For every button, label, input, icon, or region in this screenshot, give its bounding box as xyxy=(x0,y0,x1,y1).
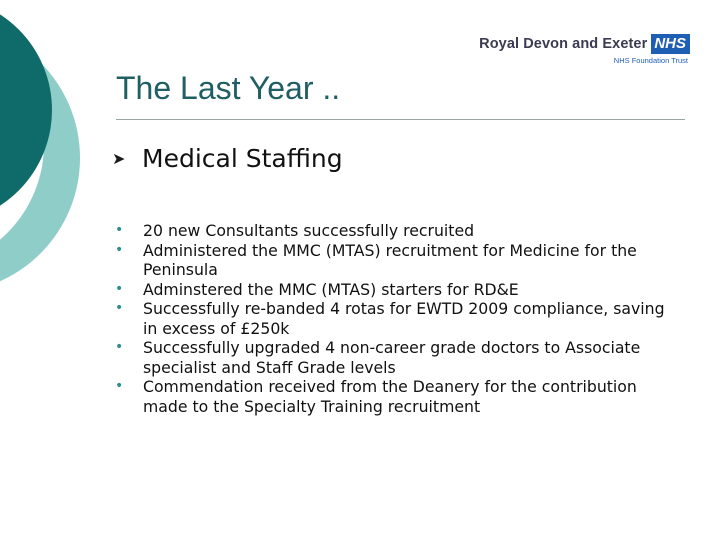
bullet-dot-icon: • xyxy=(115,339,124,355)
bullet-dot-icon: • xyxy=(115,300,124,316)
bullet-dot-icon: • xyxy=(115,241,124,258)
list-item xyxy=(113,377,673,416)
bullet-dot-icon: • xyxy=(115,280,124,297)
list-item xyxy=(113,299,673,338)
list-item xyxy=(113,221,673,241)
list-item xyxy=(113,280,673,300)
bullet-text: Adminstered the MMC (MTAS) starters for RD&E xyxy=(143,279,519,299)
bullet-text: Successfully re-banded 4 rotas for EWTD 2009 compliance, saving in excess of £250k xyxy=(143,299,665,338)
list-item xyxy=(113,338,673,377)
nhs-trust-logo xyxy=(479,34,690,65)
nhs-badge: NHS xyxy=(651,34,690,54)
section-heading xyxy=(112,144,343,173)
bullet-text: Administered the MMC (MTAS) recruitment for Medicine for the Peninsula xyxy=(143,240,637,279)
arrow-bullet-icon: ➤ xyxy=(112,149,126,168)
logo-org-name: Royal Devon and Exeter xyxy=(479,36,648,52)
bullet-text: Commendation received from the Deanery for the contribution made to the Specialty Training recruitment xyxy=(143,377,637,416)
list-item xyxy=(113,241,673,280)
slide-title: The Last Year .. xyxy=(116,70,341,106)
bullet-list xyxy=(113,221,673,416)
decorative-circles xyxy=(0,0,110,290)
bullet-dot-icon: • xyxy=(115,222,124,238)
logo-subtitle: NHS Foundation Trust xyxy=(613,56,688,65)
bullet-text: 20 new Consultants successfully recruited xyxy=(143,221,475,240)
bullet-dot-icon: • xyxy=(115,378,124,394)
bullet-text: Successfully upgraded 4 non-career grade doctors to Associate specialist and Staff Grade levels xyxy=(143,338,641,377)
section-heading-text: Medical Staffing xyxy=(142,144,343,173)
title-divider xyxy=(116,119,685,120)
